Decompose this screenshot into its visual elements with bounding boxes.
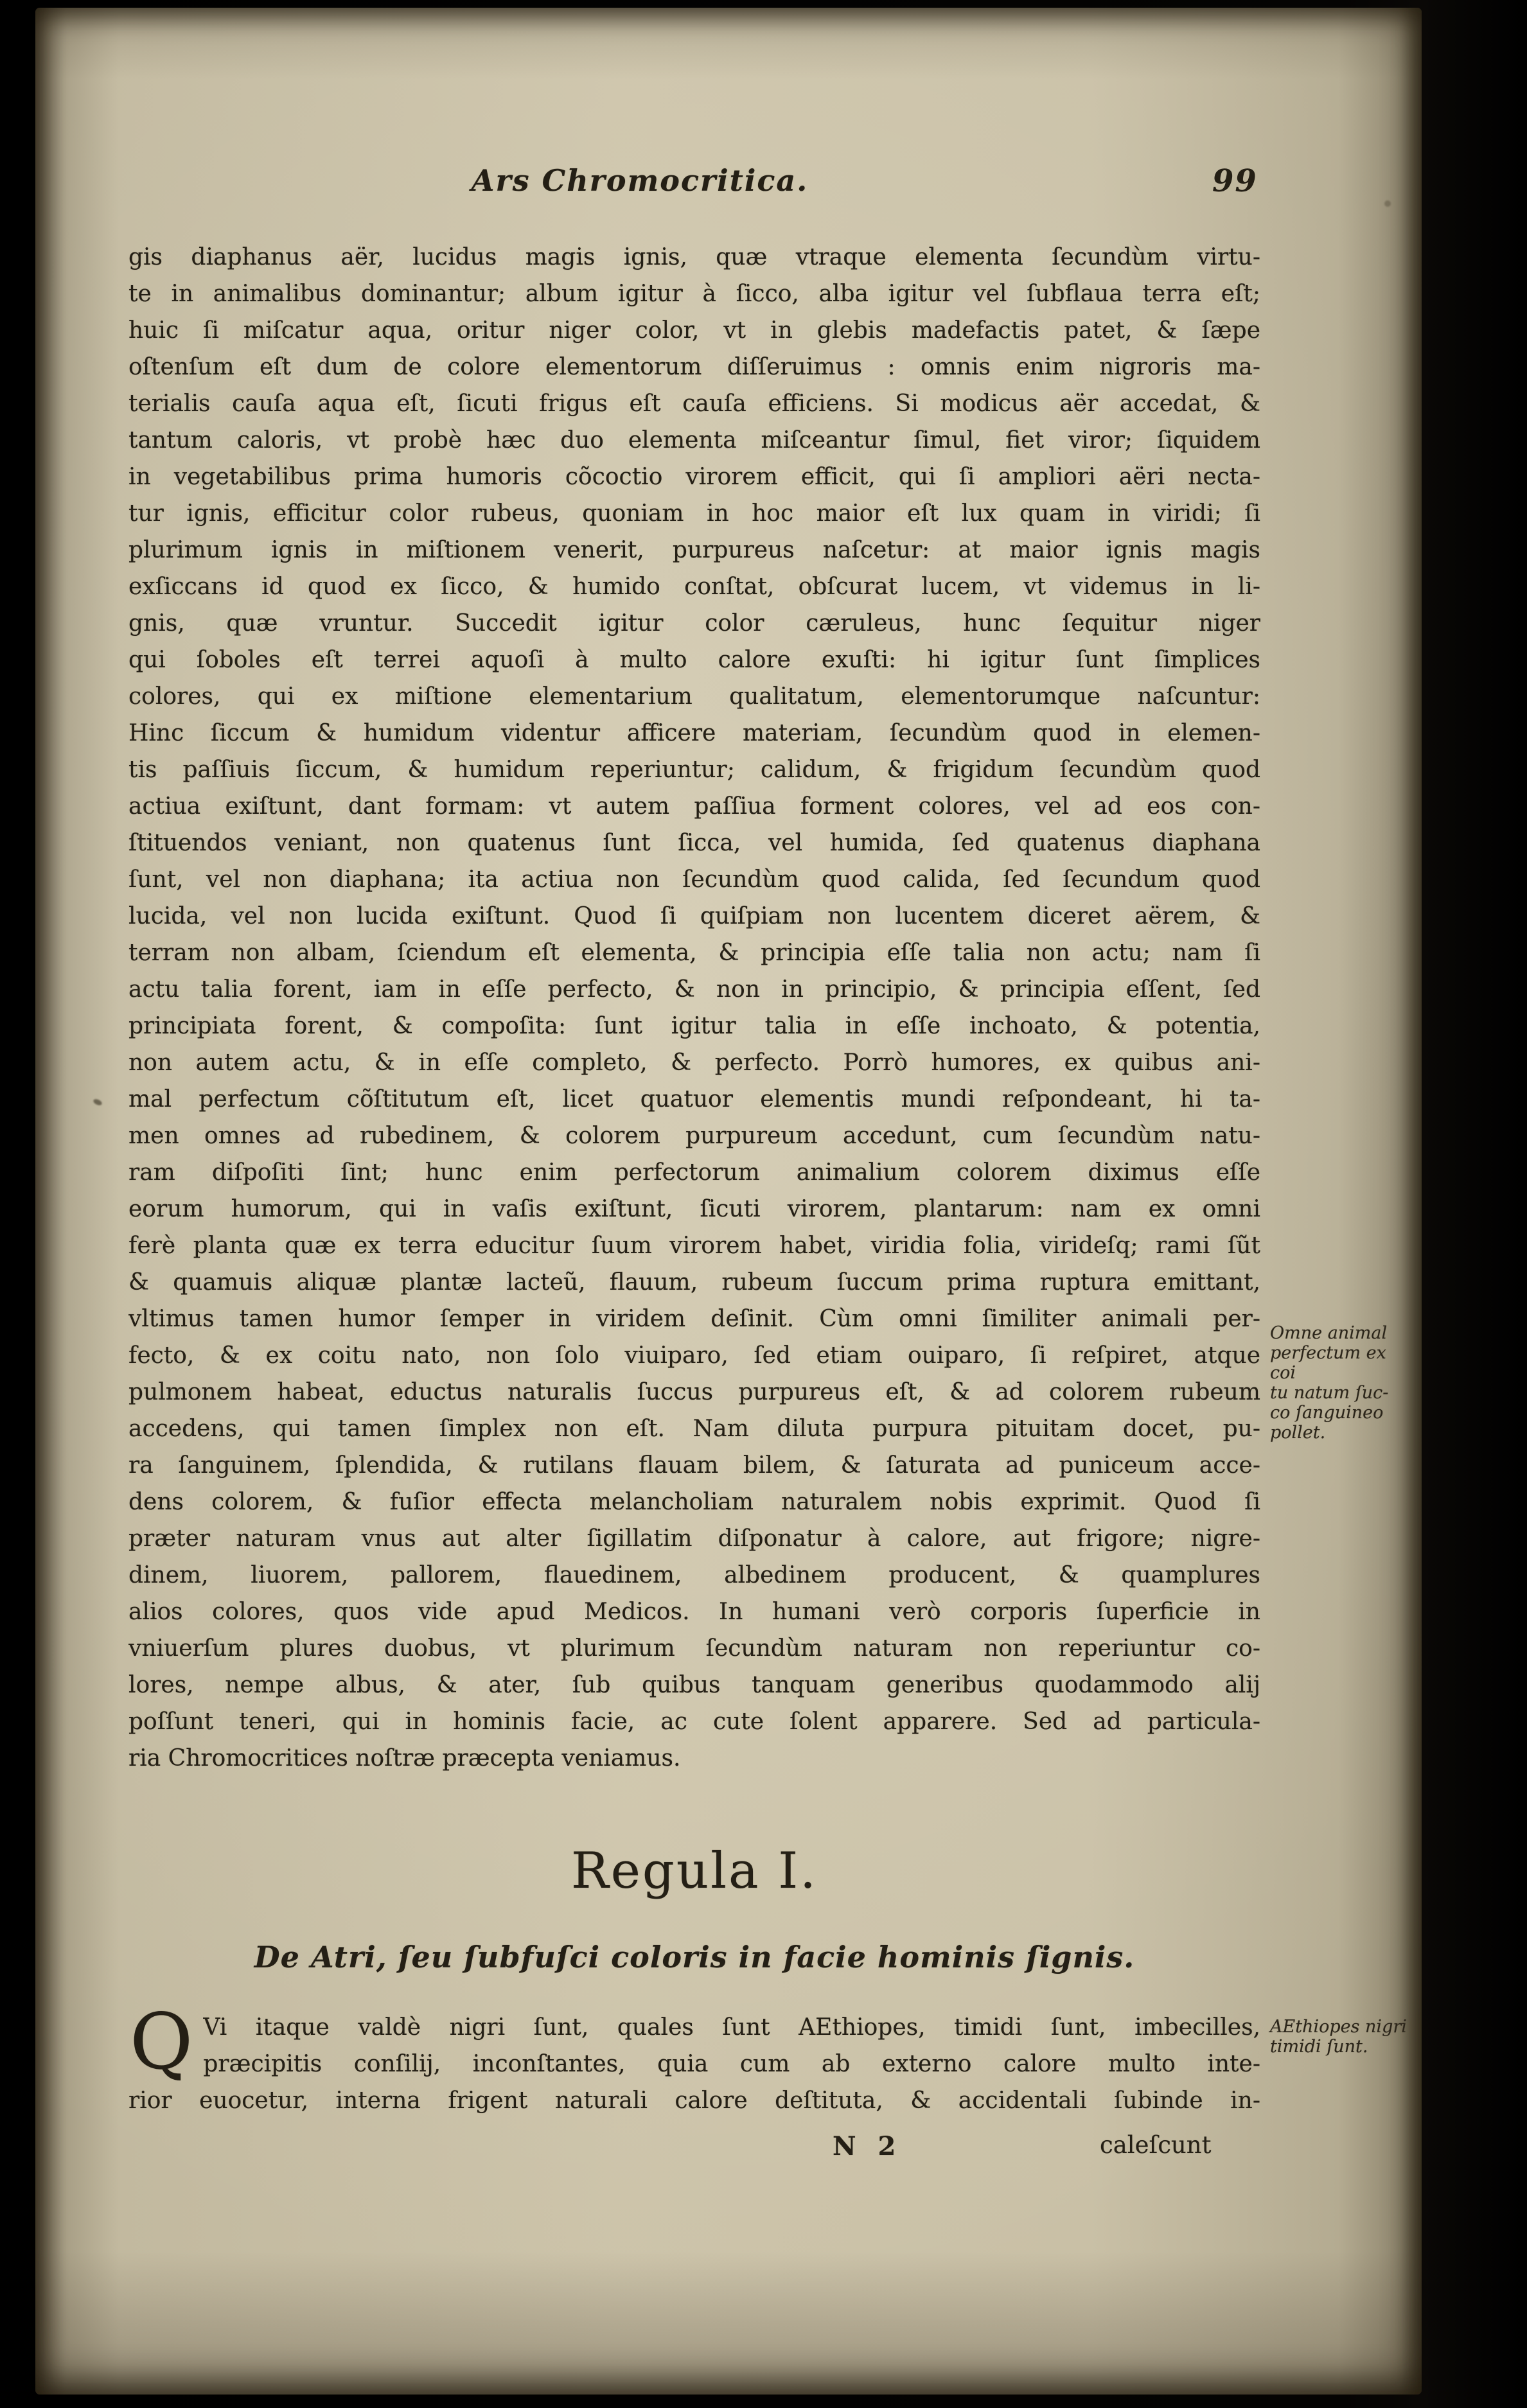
- text-line: lucida, vel non lucida exiſtunt. Quod ſi quiſpiam non lucentem diceret aërem, &: [128, 903, 1260, 929]
- text-line: lores, nempe albus, & ater, ſub quibus tanquam generibus quodammodo alij: [128, 1672, 1260, 1698]
- text-line: ra ſanguinem, ſplendida, & rutilans flauam bilem, & ſaturata ad puniceum acce-: [128, 1452, 1260, 1479]
- text-line: dens colorem, & fuſior effecta melancholiam naturalem nobis exprimit. Quod ſi: [128, 1489, 1260, 1515]
- text-line: præter naturam vnus aut alter ſigillatim diſponatur à calore, aut frigore; nigre-: [128, 1525, 1260, 1552]
- margin-note-line: pollet.: [1270, 1423, 1326, 1443]
- text-line: in vegetabilibus prima humoris cõcoctio virorem efficit, qui ſi ampliori aëri necta-: [128, 464, 1260, 490]
- drop-cap-initial: Q: [130, 1998, 193, 2087]
- text-line: men omnes ad rubedinem, & colorem purpureum accedunt, cum ſecundùm natu-: [128, 1123, 1260, 1149]
- text-line: ferè planta quæ ex terra educitur ſuum virorem habet, viridia folia, virideſq; rami ſũt: [128, 1233, 1260, 1259]
- text-line: actu talia forent, iam in eſſe perfecto, & non in principio, & principia eſſent, ſed: [128, 976, 1260, 1003]
- text-line: rior euocetur, interna frigent naturali calore deſtituta, & accidentali ſubinde in-: [128, 2087, 1260, 2114]
- text-line: mal perfectum cõſtitutum eſt, licet quatuor elementis mundi reſpondeant, hi ta-: [128, 1086, 1260, 1112]
- text-line: principiata forent, & compoſita: ſunt igitur talia in eſſe inchoato, & potentia,: [128, 1013, 1260, 1039]
- text-line: plurimum ignis in miſtionem venerit, purpureus naſcetur: at maior ignis magis: [128, 537, 1260, 563]
- text-line: Hinc ſiccum & humidum videntur afficere materiam, ſecundùm quod in elemen-: [128, 720, 1260, 746]
- main-text-block: [128, 239, 1260, 1777]
- book-page: [35, 8, 1422, 2395]
- text-line: tantum caloris, vt probè hæc duo elementa miſceantur ſimul, fiet viror; ſiquidem: [128, 427, 1260, 453]
- margin-note-line: tu natum ſuc-: [1270, 1383, 1389, 1403]
- margin-note-aethiopes: [1270, 2017, 1417, 2057]
- text-line: alios colores, quos vide apud Medicos. In humani verò corporis ſuperficie in: [128, 1599, 1260, 1625]
- text-line: eorum humorum, qui in vaſis exiſtunt, ſicuti virorem, plantarum: nam ex omni: [128, 1196, 1260, 1222]
- margin-note-line: co ſanguineo: [1270, 1403, 1384, 1423]
- text-line: actiua exiſtunt, dant formam: vt autem paſſiua forment colores, vel ad eos con-: [128, 793, 1260, 820]
- section-subheading: De Atri, ſeu ſubfuſci coloris in facie hominis ſignis.: [254, 1940, 1135, 1974]
- text-line: tur ignis, efficitur color rubeus, quoniam in hoc maior eſt lux quam in viridi; ſi: [128, 500, 1260, 527]
- running-title: Ars Chromocritica.: [471, 163, 809, 198]
- page-footer: [128, 2131, 1260, 2168]
- running-head: [128, 163, 1260, 198]
- text-line: poſſunt teneri, qui in hominis facie, ac cute ſolent apparere. Sed ad particula-: [128, 1709, 1260, 1735]
- text-line: præcipitis conſilij, inconſtantes, quia cum ab externo calore multo inte-: [203, 2051, 1260, 2077]
- text-line: tis paſſiuis ſiccum, & humidum reperiuntur; calidum, & frigidum ſecundùm quod: [128, 757, 1260, 783]
- text-line: vniuerſum plures duobus, vt plurimum ſecundùm naturam non reperiuntur co-: [128, 1635, 1260, 1662]
- text-line: huic ſi miſcatur aqua, oritur niger color, vt in glebis madefactis patet, & ſæpe: [128, 317, 1260, 344]
- text-line: accedens, qui tamen ſimplex non eſt. Nam diluta purpura pituitam docet, pu-: [128, 1416, 1260, 1442]
- rule-paragraph: [128, 1998, 1260, 2119]
- ink-speck: [1384, 200, 1391, 207]
- margin-note-humors: [1270, 1323, 1417, 1443]
- page-number: 99: [1212, 163, 1258, 199]
- text-line: ria Chromocritices noſtræ præcepta veniamus.: [128, 1745, 681, 1771]
- rule-paragraph-lines: [128, 1998, 1260, 2119]
- margin-note-line: Omne animal: [1270, 1323, 1388, 1343]
- text-line: gis diaphanus aër, lucidus magis ignis, quæ vtraque elementa ſecundùm virtu-: [128, 244, 1260, 270]
- text-line: ſunt, vel non diaphana; ita actiua non ſecundùm quod calida, ſed ſecundum quod: [128, 866, 1260, 893]
- text-line: gnis, quæ vruntur. Succedit igitur color cæruleus, hunc ſequitur niger: [128, 610, 1260, 637]
- text-line: colores, qui ex miſtione elementarium qualitatum, elementorumque naſcuntur:: [128, 683, 1260, 710]
- text-line: dinem, liuorem, pallorem, flauedinem, albedinem producent, & quamplures: [128, 1562, 1260, 1588]
- margin-note-line: timidi ſunt.: [1270, 2037, 1368, 2057]
- text-line: fecto, & ex coitu nato, non ſolo viuiparo, ſed etiam ouiparo, ſi reſpiret, atque: [128, 1342, 1260, 1369]
- text-line: oſtenſum eſt dum de colore elementorum diſſeruimus : omnis enim nigroris ma-: [128, 354, 1260, 380]
- gathering-signature: N 2: [833, 2131, 903, 2161]
- text-line: terialis cauſa aqua eſt, ſicuti frigus eſt cauſa efficiens. Si modicus aër accedat, &: [128, 391, 1260, 417]
- margin-note-line: AEthiopes nigri: [1270, 2017, 1407, 2037]
- ink-speck: [93, 1098, 103, 1106]
- margin-note-line: perfectum ex coi: [1270, 1343, 1386, 1383]
- text-line: vltimus tamen humor ſemper in viridem deſinit. Cùm omni ſimiliter animali per-: [128, 1306, 1260, 1332]
- text-line: pulmonem habeat, eductus naturalis ſuccus purpureus eſt, & ad colorem rubeum: [128, 1379, 1260, 1405]
- text-line: ram diſpoſiti ſint; hunc enim perfectorum animalium colorem diximus eſſe: [128, 1159, 1260, 1186]
- text-line: exſiccans id quod ex ſicco, & humido conſtat, obſcurat lucem, vt videmus in li-: [128, 574, 1260, 600]
- text-line: ſtituendos veniant, non quatenus ſunt ſicca, vel humida, ſed quatenus diaphana: [128, 830, 1260, 856]
- text-line: Vi itaque valdè nigri ſunt, quales ſunt AEthiopes, timidi ſunt, imbecilles,: [203, 2014, 1260, 2041]
- text-line: terram non albam, ſciendum eſt elementa, & principia eſſe talia non actu; nam ſi: [128, 940, 1260, 966]
- text-line: qui ſoboles eſt terrei aquoſi à multo calore exuſti: hi igitur ſunt ſimplices: [128, 647, 1260, 673]
- text-line: & quamuis aliquæ plantæ lacteũ, flauum, rubeum ſuccum prima ruptura emittant,: [128, 1269, 1260, 1296]
- catchword: caleſcunt: [1100, 2131, 1212, 2159]
- section-heading: Regula I.: [571, 1842, 818, 1900]
- text-line: te in animalibus dominantur; album igitur à ſicco, alba igitur vel ſubflaua terra eſt;: [128, 281, 1260, 307]
- text-line: non autem actu, & in eſſe completo, & perfecto. Porrò humores, ex quibus ani-: [128, 1050, 1260, 1076]
